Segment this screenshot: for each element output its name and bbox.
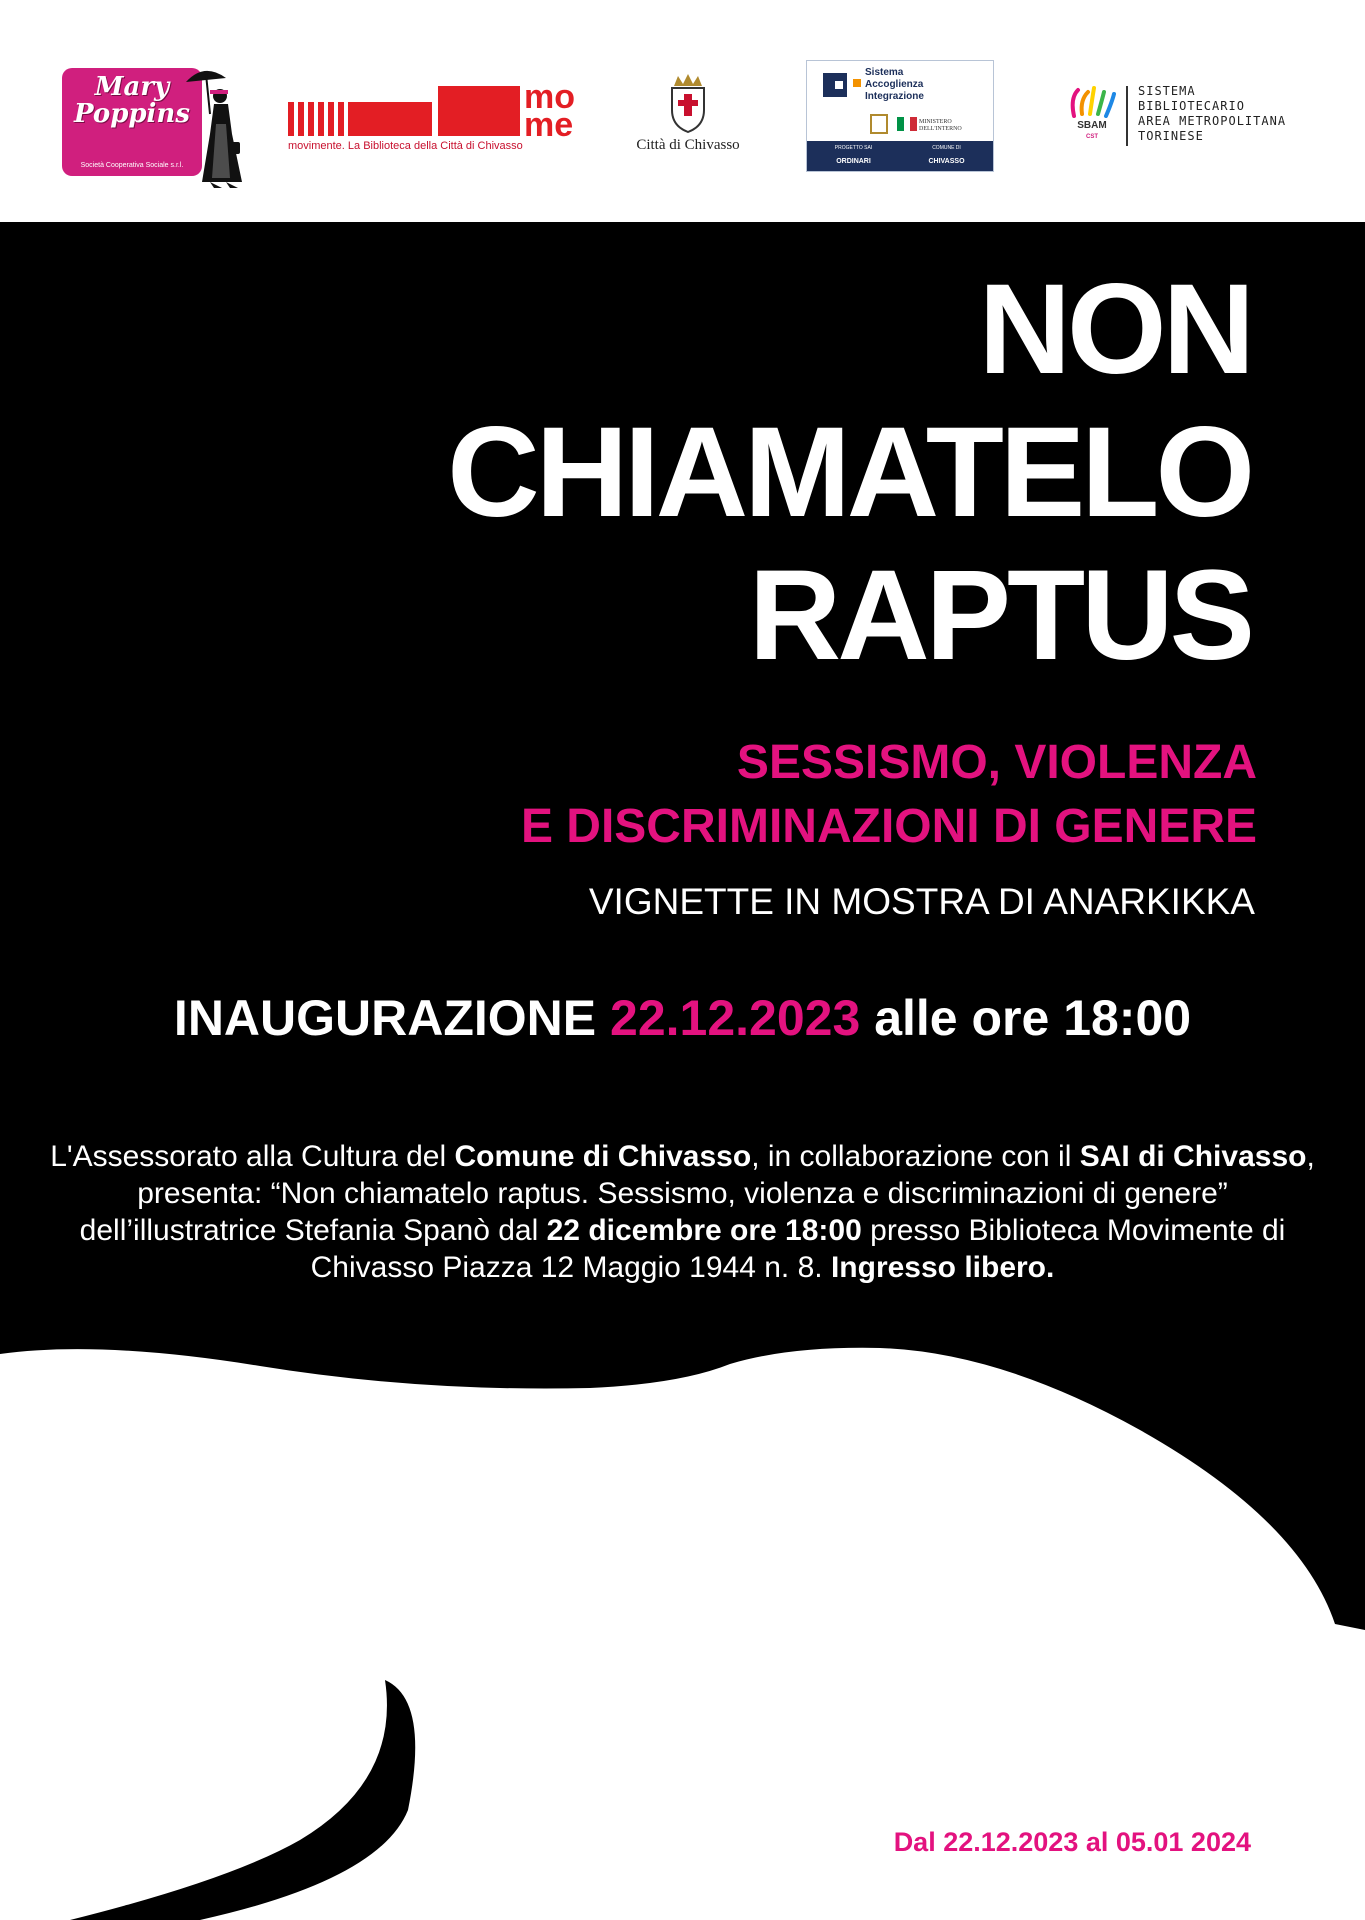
body-text-segment: L'Assessorato alla Cultura del bbox=[50, 1140, 455, 1173]
mary-poppins-logo bbox=[62, 64, 246, 190]
sai-title bbox=[865, 67, 991, 103]
inauguration-label: INAUGURAZIONE bbox=[173, 990, 597, 1046]
body-text-segment: presso Biblioteca Movimente di Chivasso Piazza 12 Maggio 1944 n. 8. bbox=[310, 1214, 1286, 1284]
logo-bar bbox=[0, 0, 1365, 222]
sbam-cst: CST bbox=[1086, 134, 1098, 140]
sbam-text-line: SISTEMA bbox=[1138, 84, 1196, 98]
movimente-logo bbox=[288, 82, 584, 154]
sai-footer bbox=[807, 141, 993, 171]
italy-flag-icon bbox=[897, 117, 917, 131]
vignette-subtitle: VIGNETTE IN MOSTRA DI ANARKIKKA bbox=[588, 881, 1255, 922]
chivasso-name: Città di Chivasso bbox=[636, 137, 740, 153]
body-text-segment: , presenta: “Non chiamatelo raptus. Sessismo, violenza e discriminazioni di genere” dell’illustratrice Stefania Spanò dal bbox=[79, 1140, 1315, 1247]
sbam-label: SBAM bbox=[1077, 120, 1107, 131]
ministero-emblem-icon bbox=[869, 113, 889, 135]
sbam-text-line: AREA METROPOLITANA bbox=[1138, 114, 1287, 128]
chivasso-logo bbox=[620, 72, 756, 158]
title-line-2: CHIAMATELO bbox=[447, 401, 1251, 544]
sai-footer-key: PROGETTO SAI bbox=[834, 145, 873, 151]
sai-logo bbox=[806, 60, 994, 172]
sai-footer-value: CHIVASSO bbox=[928, 158, 965, 165]
title-line-3: RAPTUS bbox=[748, 544, 1251, 687]
sai-title-line: Integrazione bbox=[865, 91, 924, 102]
inauguration-date: 22.12.2023 bbox=[610, 990, 861, 1046]
mary-poppins-silhouette-icon bbox=[180, 64, 246, 190]
movimente-mark-icon bbox=[288, 82, 584, 138]
sai-footer-cell bbox=[900, 141, 993, 171]
sai-footer-cell bbox=[807, 141, 900, 171]
movimente-tagline: movimente. La Biblioteca della Città di Chivasso bbox=[288, 140, 523, 152]
subtitle-line-2: E DISCRIMINAZIONI DI GENERE bbox=[520, 800, 1257, 853]
mary-poppins-subtitle: Società Cooperativa Sociale s.r.l. bbox=[80, 162, 184, 169]
body-comune: Comune di Chivasso bbox=[454, 1140, 752, 1173]
body-text-segment: , in collaborazione con il bbox=[751, 1140, 1080, 1173]
sbam-logo bbox=[1064, 82, 1334, 152]
sai-mark-icon bbox=[817, 67, 867, 107]
movimente-mark-top: mo bbox=[524, 82, 575, 116]
sbam-rainbow-icon bbox=[1064, 82, 1120, 118]
exhibition-dates: Dal 22.12.2023 al 05.01 2024 bbox=[893, 1827, 1251, 1857]
body-sai: SAI di Chivasso bbox=[1079, 1140, 1307, 1173]
inauguration-line bbox=[0, 990, 1365, 1046]
sai-title-line: Sistema bbox=[865, 67, 904, 78]
sbam-text-line: TORINESE bbox=[1138, 129, 1204, 143]
sai-title-line: Accoglienza bbox=[865, 79, 924, 90]
sbam-divider bbox=[1126, 86, 1128, 146]
body-date: 22 dicembre ore 18:00 bbox=[546, 1214, 862, 1247]
sbam-text bbox=[1138, 84, 1334, 144]
body-entry: Ingresso libero. bbox=[830, 1251, 1055, 1284]
movimente-mark-bottom: me bbox=[524, 106, 574, 138]
title-line-1: NON bbox=[978, 258, 1251, 401]
mary-poppins-name: Mary Poppins bbox=[74, 72, 190, 129]
sai-ministero: MINISTERO DELL'INTERNO bbox=[919, 119, 962, 132]
chivasso-coat-of-arms-icon bbox=[620, 72, 756, 134]
sai-footer-key: COMUNE DI bbox=[932, 145, 961, 151]
event-description bbox=[40, 1138, 1325, 1286]
sbam-text-line: BIBLIOTECARIO bbox=[1138, 99, 1245, 113]
sai-footer-value: ORDINARI bbox=[836, 158, 871, 165]
inauguration-time: alle ore 18:00 bbox=[874, 990, 1192, 1046]
subtitle-line-1: SESSISMO, VIOLENZA bbox=[736, 736, 1257, 789]
